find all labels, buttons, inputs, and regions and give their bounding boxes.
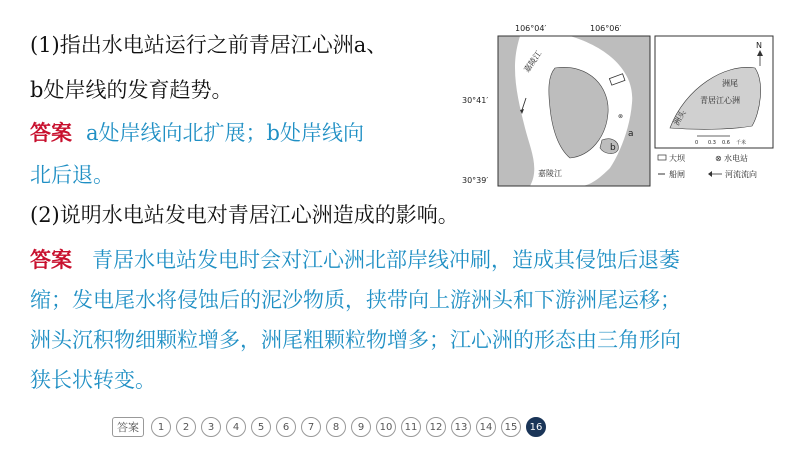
- lon1-label: 106°04′: [515, 24, 547, 33]
- legend-station-label: 水电站: [724, 154, 748, 163]
- inset-head-label: 洲头: [671, 108, 688, 127]
- inset-island-label: 青居江心洲: [700, 96, 740, 105]
- q1-answer-line2: 北后退。: [30, 163, 114, 187]
- map-figure: [460, 18, 780, 198]
- lon2-label: 106°06′: [590, 24, 622, 33]
- q2-answer-text: 青居水电站发电时会对江心洲北部岸线冲刷，造成其侵蚀后退萎: [92, 248, 680, 272]
- page-button-16[interactable]: 16: [526, 417, 546, 437]
- legend-dam-icon: [658, 155, 666, 160]
- legend-dam-label: 大坝: [669, 154, 685, 163]
- lat1-label: 30°41′: [462, 96, 489, 105]
- q1-question-line1: (1)指出水电站运行之前青居江心洲a、: [30, 33, 388, 57]
- inset-tail-label: 洲尾: [722, 79, 738, 88]
- page-button-5[interactable]: 5: [251, 417, 271, 437]
- page-button-6[interactable]: 6: [276, 417, 296, 437]
- station-symbol-icon: ⊗: [618, 113, 624, 120]
- scale-1: 0.3: [708, 140, 716, 146]
- q2-question: (2)说明水电站发电对青居江心洲造成的影响。: [30, 203, 459, 227]
- page-button-9[interactable]: 9: [351, 417, 371, 437]
- river-label-1: 嘉陵江: [522, 49, 544, 75]
- label-b: b: [610, 143, 616, 153]
- label-a: a: [628, 129, 634, 139]
- legend-flow-label: 河流流向: [725, 170, 757, 179]
- page-button-11[interactable]: 11: [401, 417, 421, 437]
- river-label-2: 嘉陵江: [538, 169, 562, 178]
- page-button-8[interactable]: 8: [326, 417, 346, 437]
- answer-label: 答案: [30, 120, 72, 145]
- page-button-3[interactable]: 3: [201, 417, 221, 437]
- page-button-14[interactable]: 14: [476, 417, 496, 437]
- page-button-7[interactable]: 7: [301, 417, 321, 437]
- scale-0: 0: [695, 140, 699, 146]
- answer-label: 答案: [30, 247, 72, 272]
- page-button-4[interactable]: 4: [226, 417, 246, 437]
- q1-answer-text: a处岸线向北扩展；b处岸线向: [86, 121, 364, 145]
- legend-station-icon: ⊗: [715, 154, 722, 163]
- page-button-13[interactable]: 13: [451, 417, 471, 437]
- page-button-12[interactable]: 12: [426, 417, 446, 437]
- q2-answer-line2: 缩；发电尾水将侵蚀后的泥沙物质，挟带向上游洲头和下游洲尾运移；: [30, 288, 681, 312]
- lat2-label: 30°39′: [462, 176, 489, 185]
- legend-lock-label: 船闸: [669, 170, 685, 179]
- q1-question-line2: b处岸线的发育趋势。: [30, 78, 233, 102]
- page-button-1[interactable]: 1: [151, 417, 171, 437]
- page-button-2[interactable]: 2: [176, 417, 196, 437]
- q1-answer-line1: [30, 118, 364, 148]
- page-button-10[interactable]: 10: [376, 417, 396, 437]
- north-label: N: [756, 41, 762, 50]
- q2-answer-line4: 狭长状转变。: [30, 368, 156, 392]
- scale-unit: 千米: [736, 140, 747, 146]
- q2-answer-line1: [30, 245, 680, 275]
- page-button-15[interactable]: 15: [501, 417, 521, 437]
- scale-2: 0.6: [722, 140, 730, 146]
- answer-pager: [112, 415, 548, 439]
- answer-tag-button[interactable]: 答案: [112, 417, 144, 437]
- q2-answer-line3: 洲头沉积物细颗粒增多，洲尾粗颗粒物增多；江心洲的形态由三角形向: [30, 328, 681, 352]
